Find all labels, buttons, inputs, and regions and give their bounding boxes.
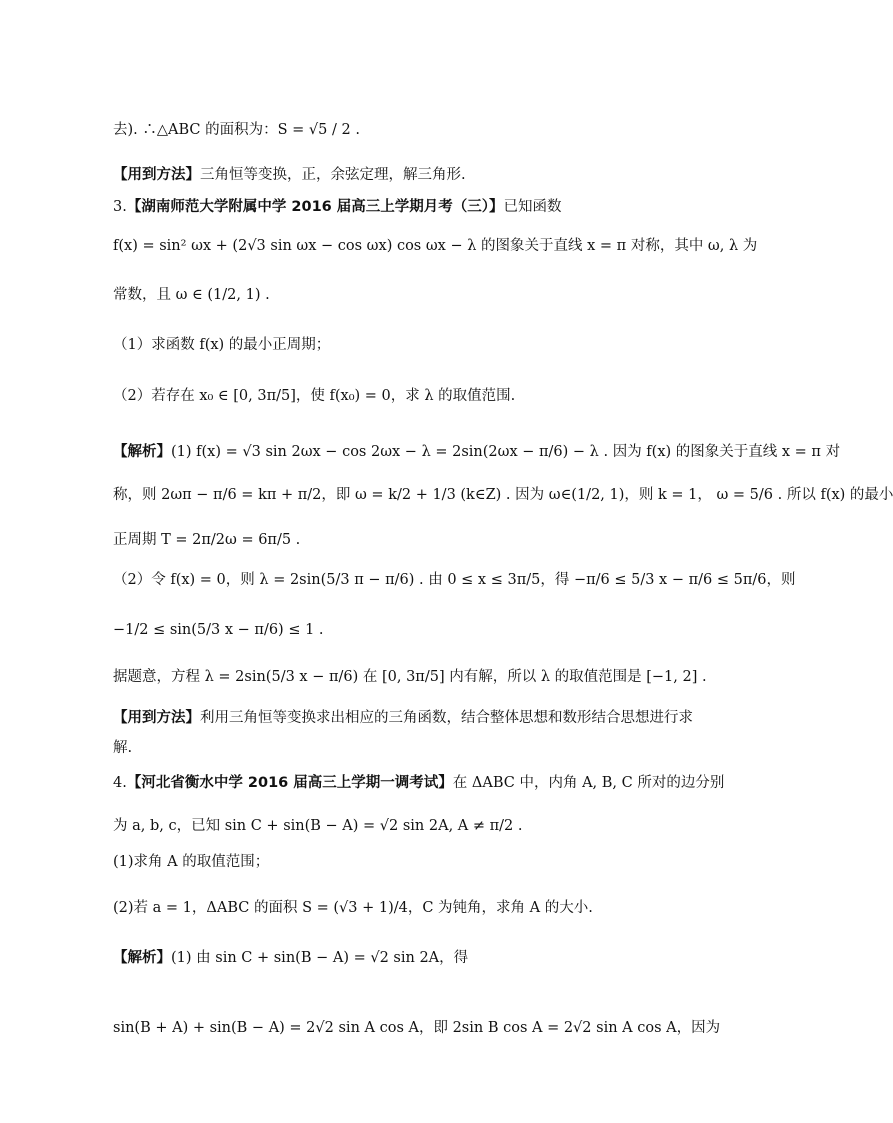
solution-text: （2）令 f(x) = 0，则 λ = 2sin(5/3 π − π/6) . 由 0 ≤ x ≤ 3π/5，得 −π/6 ≤ 5/3 x − π/6 ≤ 5π/6，则 xyxy=(113,572,796,588)
problem-3-function-line xyxy=(113,236,758,256)
problem-3-constants-line xyxy=(113,285,694,305)
problem-intro: 已知函数 xyxy=(503,199,562,215)
method-text: 利用三角恒等变换求出相应的三角函数，结合整体思想和数形结合思想进行求 xyxy=(200,710,693,726)
method-tag: 【用到方法】 xyxy=(113,167,200,183)
problem-4-part-2 xyxy=(113,898,694,918)
formula-text: f(x) = sin² ωx + (2√3 sin ωx − cos ωx) cos ωx − λ 的图象关于直线 x = π 对称，其中 ω, λ 为 xyxy=(113,238,758,254)
solution-text: (1) 由 sin C + sin(B − A) = √2 sin 2A，得 xyxy=(171,950,469,966)
solution-text: −1/2 ≤ sin(5/3 x − π/6) ≤ 1 . xyxy=(113,622,324,638)
question-text: （2）若存在 x₀ ∈ [0, 3π/5]，使 f(x₀) = 0，求 λ 的取值范围. xyxy=(113,388,516,404)
question-text: （1）求函数 f(x) 的最小正周期； xyxy=(113,337,331,353)
problem-source-tag: 【湖南师范大学附属中学 2016 届高三上学期月考（三）】 xyxy=(126,199,504,215)
problem-3-part-1 xyxy=(113,335,694,355)
problem-intro: 在 ΔABC 中，内角 A, B, C 所对的边分别 xyxy=(452,775,725,791)
formula-text: 常数，且 ω ∈ (1/2, 1) . xyxy=(113,287,270,303)
method-text: 三角恒等变换，正，余弦定理，解三角形. xyxy=(200,167,466,183)
solution-line-3 xyxy=(113,530,694,550)
question-text: (2)若 a = 1，ΔABC 的面积 S = (√3 + 1)/4，C 为钝角，求角 A 的大小. xyxy=(113,900,593,916)
solution-text: 正周期 T = 2π/2ω = 6π/5 . xyxy=(113,532,301,548)
solution-line-6 xyxy=(113,667,707,687)
solution-text: sin(B + A) + sin(B − A) = 2√2 sin A cos A，即 2sin B cos A = 2√2 sin A cos A，因为 xyxy=(113,1020,721,1036)
problem-3-heading xyxy=(113,197,694,217)
area-conclusion-line xyxy=(113,120,694,140)
solution-tag: 【解析】 xyxy=(113,444,171,460)
problem-number: 4. xyxy=(113,775,127,791)
solution-line-2 xyxy=(113,485,893,505)
formula-text: 为 a, b, c，已知 sin C + sin(B − A) = √2 sin 2A, A ≠ π/2 . xyxy=(113,818,523,834)
solution-4-line-1 xyxy=(113,948,694,968)
solution-line-1 xyxy=(113,442,841,462)
solution-line-4 xyxy=(113,570,796,590)
method-tag: 【用到方法】 xyxy=(113,710,200,726)
solution-4-line-2 xyxy=(113,1018,721,1038)
method-line-2-cont xyxy=(113,738,694,758)
solution-tag: 【解析】 xyxy=(113,950,171,966)
question-text: (1)求角 A 的取值范围； xyxy=(113,854,270,870)
problem-source-tag: 【河北省衡水中学 2016 届高三上学期一调考试】 xyxy=(126,775,453,791)
area-conclusion-text: 去). ∴△ABC 的面积为：S = √5 / 2 . xyxy=(113,122,360,138)
method-text: 解. xyxy=(113,740,133,756)
problem-4-condition xyxy=(113,816,694,836)
problem-3-part-2 xyxy=(113,386,694,406)
solution-line-5 xyxy=(113,620,694,640)
method-line-2 xyxy=(113,708,694,728)
problem-4-part-1 xyxy=(113,852,694,872)
solution-text: 称，则 2ωπ − π/6 = kπ + π/2，即 ω = k/2 + 1/3 (k∈Z) . 因为 ω∈(1/2, 1)，则 k = 1， ω = 5/6 . 所以 f(x) 的最小 xyxy=(113,487,893,503)
problem-number: 3. xyxy=(113,199,127,215)
solution-text: (1) f(x) = √3 sin 2ωx − cos 2ωx − λ = 2sin(2ωx − π/6) − λ . 因为 f(x) 的图象关于直线 x = π 对 xyxy=(171,444,841,460)
solution-text: 据题意，方程 λ = 2sin(5/3 x − π/6) 在 [0, 3π/5] 内有解，所以 λ 的取值范围是 [−1, 2] . xyxy=(113,669,707,685)
method-line-1 xyxy=(113,165,694,185)
problem-4-heading xyxy=(113,773,725,793)
